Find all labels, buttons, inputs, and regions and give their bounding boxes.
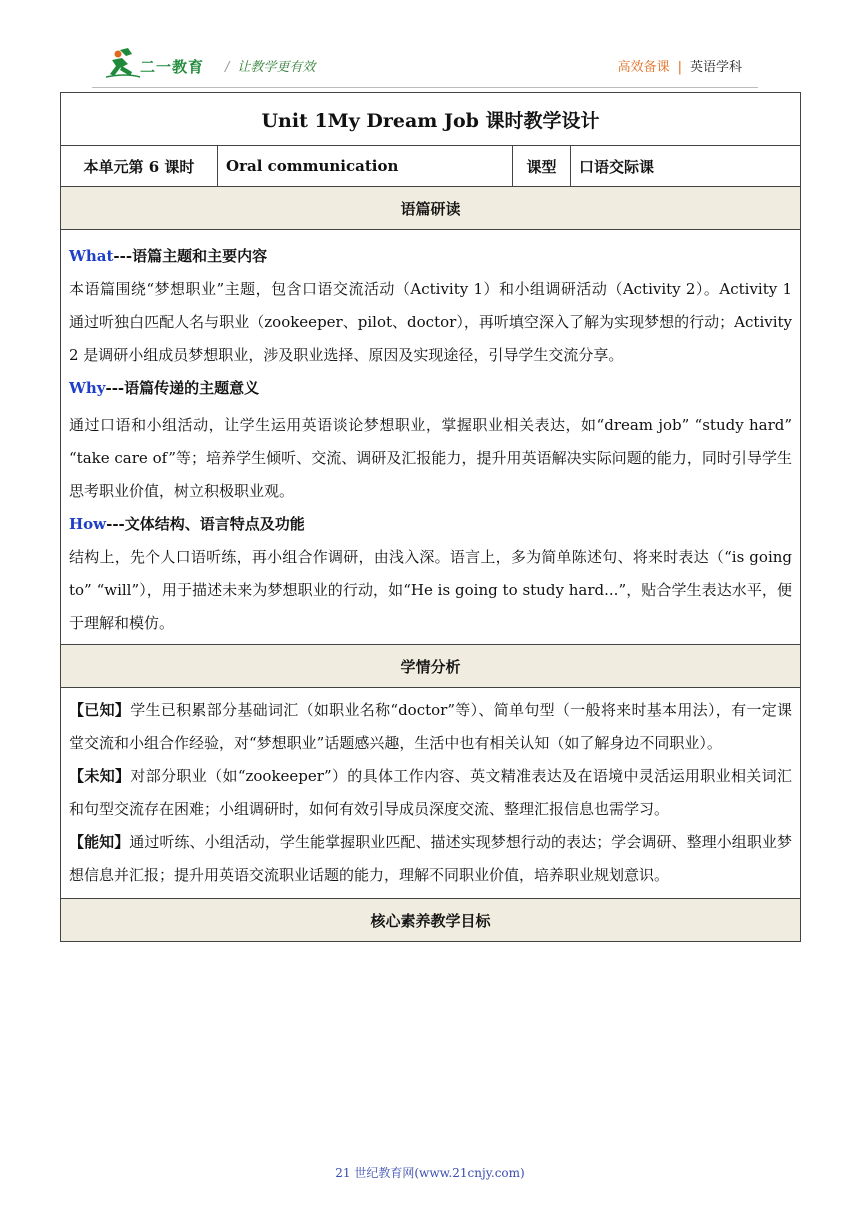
slogan-text: 让教学更有效 <box>237 60 316 75</box>
what-heading <box>69 240 792 273</box>
known-paragraph <box>69 694 792 760</box>
slogan-separator: / <box>225 60 230 75</box>
able-label: 【能知】 <box>69 833 130 851</box>
lesson-design-table <box>60 92 801 942</box>
how-heading-rest: ---文体结构、语言特点及功能 <box>106 515 305 533</box>
slogan <box>225 56 315 75</box>
why-paragraph: 通过口语和小组活动，让学生运用英语谈论梦想职业，掌握职业相关表达，如“dream job” “study hard” “take care of”等；培养学生倾听、交流、调研及汇报能力，提升用英语解决实际问题的能力，同时引导学生思考职业价值，树立积极职业观。 <box>69 416 793 500</box>
able-text: 通过听练、小组活动，学生能掌握职业匹配、描述实现梦想行动的表达；学会调研、整理小组职业梦想信息并汇报；提升用英语交流职业话题的能力，理解不同职业价值，培养职业规划意识。 <box>69 833 793 884</box>
page-footer: 21 世纪教育网(www.21cnjy.com) <box>335 1166 525 1180</box>
meta-row <box>61 146 801 187</box>
able-paragraph <box>69 826 792 892</box>
known-text: 学生已积累部分基础词汇（如职业名称“doctor”等）、简单句型（一般将来时基本用法），有一定课堂交流和小组合作经验，对“梦想职业”话题感兴趣，生活中也有相关认知（如了解身边不同职业）。 <box>69 701 792 752</box>
what-paragraph: 本语篇围绕“梦想职业”主题，包含口语交流活动（Activity 1）和小组调研活动（Activity 2）。Activity 1 通过听独白匹配人名与职业（zookeeper、pilot、doctor），再听填空深入了解为实现梦想的行动；Activity 2 是调研小组成员梦想职业，涉及职业选择、原因及实现途径，引导学生交流分享。 <box>69 280 793 364</box>
lesson-type-label: 课型 <box>513 146 571 187</box>
header-label-subject: 英语学科 <box>689 60 742 75</box>
why-heading-rest: ---语篇传递的主题意义 <box>105 379 260 397</box>
why-heading <box>69 372 792 405</box>
header-divider <box>92 87 758 88</box>
how-keyword: How <box>69 515 107 533</box>
what-keyword: What <box>69 247 114 265</box>
header-separator: | <box>677 60 682 75</box>
logo-text: 二一教育 <box>140 58 205 76</box>
how-heading <box>69 508 792 541</box>
lesson-type-value: 口语交际课 <box>571 146 801 187</box>
unknown-text: 对部分职业（如“zookeeper”）的具体工作内容、英文精准表达及在语境中灵活运用职业相关词汇和句型交流存在困难；小组调研时，如何有效引导成员深度交流、整理汇报信息也需学习。 <box>69 767 792 818</box>
table-title: Unit 1My Dream Job 课时教学设计 <box>61 93 801 146</box>
text-study-content <box>61 230 801 645</box>
unknown-label: 【未知】 <box>69 767 131 785</box>
lesson-number: 本单元第 6 课时 <box>61 146 218 187</box>
lesson-topic: Oral communication <box>218 146 513 187</box>
known-label: 【已知】 <box>69 701 131 719</box>
learner-analysis-content <box>61 688 801 899</box>
section-heading-learner-analysis: 学情分析 <box>61 645 801 688</box>
how-paragraph: 结构上，先个人口语听练，再小组合作调研，由浅入深。语言上，多为简单陈述句、将来时表达（“is going to” “will”），用于描述未来为梦想职业的行动，如“He is going to study hard...”，贴合学生表达水平，便于理解和模仿。 <box>69 548 793 632</box>
why-keyword: Why <box>69 379 106 397</box>
header-subject <box>618 56 742 75</box>
section-heading-core-goals: 核心素养教学目标 <box>61 899 801 942</box>
unknown-paragraph <box>69 760 792 826</box>
page-header <box>0 0 860 92</box>
what-heading-rest: ---语篇主题和主要内容 <box>113 247 268 265</box>
section-heading-text-study: 语篇研读 <box>61 187 801 230</box>
header-label-prep: 高效备课 <box>617 60 670 75</box>
